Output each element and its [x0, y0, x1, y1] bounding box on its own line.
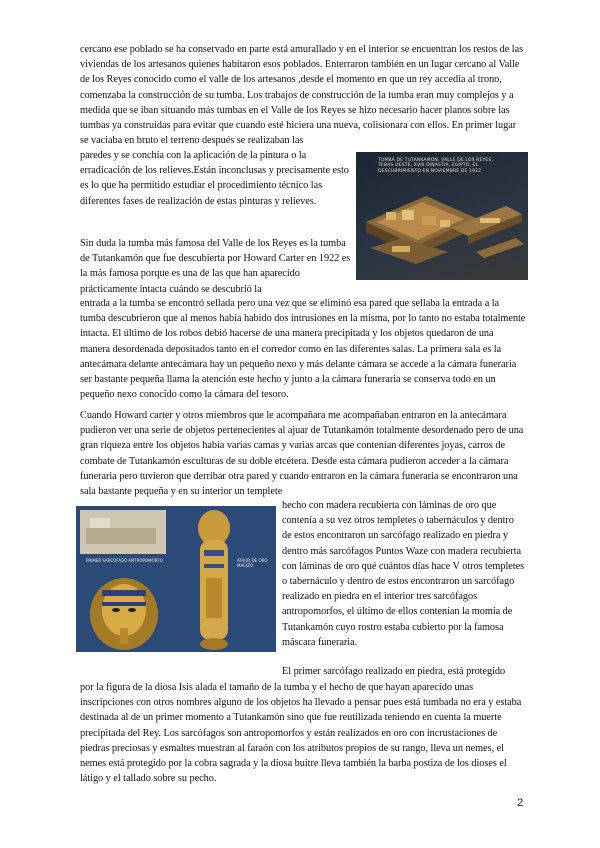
tomb-plan-image [356, 152, 528, 280]
gold-coffin-label: ATAUD DE ORO MACIZO [237, 558, 268, 568]
paragraph-tutankhamun-tomb: Sin duda la tumba más famosa del Valle de los Reyes es la tumba de Tutankamón que fue descubierta por Howard Carter en 1922 es la más famosa porque es una de las que han aparecido prácticamente intacta cuándo se descubrió la [80, 238, 351, 295]
sarcophagus-illustration [76, 506, 276, 652]
paragraph-tomb-entrance: entrada a la tumba se encontró sellada pero una vez que se eliminó esa pared que sellaba la entrada a la tumba descubrieron que al menos había habido dos intrusiones en la misma, por lo tanto no estaba totalmente intacta. El último de los robos debió hacerse de una manera precipitada y los objetos quedaron de una manera desordenada depositados tanto en el corredor como en las diferentes salas. La primera sala es la antecámara delante antecámara hay un pequeño nexo y más delante cámara se accede a la cámara funeraria ser bastante pequeña llama la atención este hecho y junto a la cámara funeraria se conserva todo en un pequeño nexo conocido como la cámara del tesoro. [80, 298, 526, 401]
page-number: 2 [517, 797, 524, 809]
paragraph-workers-village: cercano ese poblado se ha conservado en parte está amurallado y en el interior se encuentran los restos de las viviendas de los artesanos quienes habitaron esos poblados. Enterraron también en un lugar cercano al Valle de los Reyes conocido como el valle de los artesanos ,desde el momento en que un rey accedía al trono, comenzaba la construcción de su tumba. Los trabajos de construcción de la tumba eran muy complejos y a medida que se iban situando más tumbas en el Valle de los Reyes se hizo necesario hacer planos sobre las tumbas ya construidas para evitar que cuando esté hiciera una nueva, colisionara con ellos. En primer lugar se vaciaba en bruto el terreno después se realizaban las [80, 44, 524, 147]
tomb-plan-caption: TUMBA DE TUTANKAMON, VALLE DE LOS REYES, TEBAS OESTE, XVIII DINASTIA, EGIPTO, EL DESCUBRIMIENTO EN NOVIEMBRE DE 1922 [378, 158, 493, 174]
paragraph-first-sarcophagus: El primer sarcófago realizado en piedra, está protegido [282, 666, 506, 677]
tomb-plan-illustration [356, 152, 528, 280]
paragraph-sarcophagi-description: por la figura de la diosa Isis alada el tamaño de la tumba y el hecho de que hayan aparecido unas inscripciones con otros nombres alguno de los objetos ha llevado a pensar pues está tumbada no era y estaba destinada al de un primer momento a Tutankamón sino que fue reutilizada teniendo en cuenta la muerte precipitada del Rey. Los sarcófagos son antropomorfos y están realizados en oro con incrustaciones de piedras preciosas y esmaltes muestran al faraón con los atributos propios de su rango, lleva un nemes, el nemes está protegido por la cobra sagrada y la diosa buitre lleva también la barba postiza de los dioses el látigo y el tallado sobre su pecho. [80, 682, 522, 785]
paragraph-wall-painting: paredes y se conchía con la aplicación de la pintura o la erradicación de los relieves.Están inconclusas y precisamente esto es lo que ha permitido estudiar el procedimiento técnico las diferentes fases de realización de estas pinturas y relieves. [80, 150, 349, 207]
first-coffin-label: PRIMER SARCOFAGO ANTROPOMORFO [86, 558, 163, 563]
paragraph-antechamber: Cuando Howard carter y otros miembros que le acompañara me acompañaban entraron en la antecámara pudieron ver una serie de objetos pertenecientes al ajuar de Tutankamón totalmente desordenado pero de una gran riqueza entre los objetos había varias camas y varias arcas que contenían diferentes joyas, carros de combate de Tutankamón esculturas de su doble etcétera. Desde esta cámara pudieron acceder a la cámara funeraria pero tuvieron que derribar otra pared y cuando entraron en la cámara funeraria se encontraron una sala bastante pequeña y en su interior un templete [80, 410, 524, 498]
paragraph-shrines: hecho con madera recubierta con láminas de oro que contenía a su vez otros templetes o tabernáculos y dentro de estos encontraron un sarcófago realizado en piedra y dentro más sarcófagos Puntos Waze con madera recubierta con láminas de oro qué cuántos días hace V otros templetes o tabernáculo y dentro de estos encontraron un sarcófago realizado en piedra en el interior tres sarcófagos antropomorfos, el último de ellos contenían la momia de Tutankamón cuyo rostro estaba cubierto por la famosa máscara funeraria. [282, 500, 525, 648]
sarcophagus-image [76, 506, 276, 652]
